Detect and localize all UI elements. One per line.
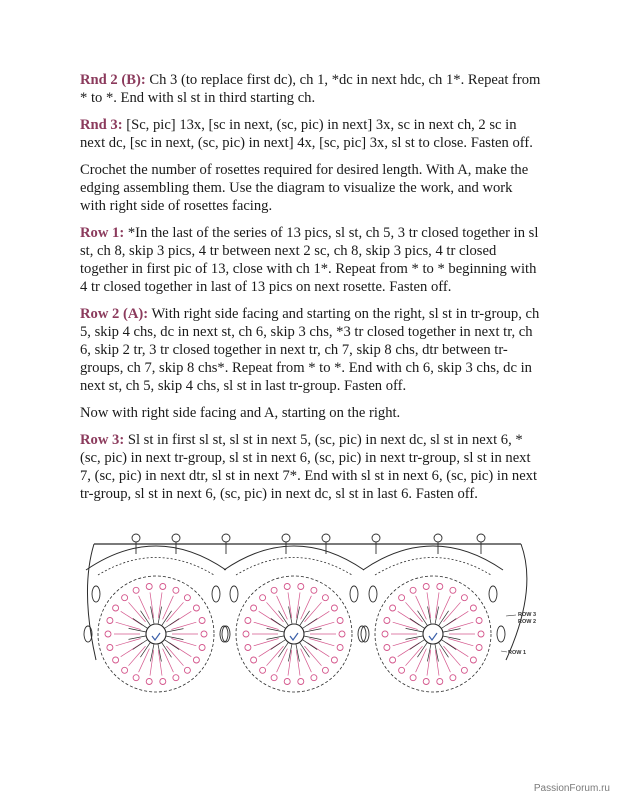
rosette-picot <box>423 679 429 685</box>
rosette-picot <box>173 675 179 681</box>
rosette-picot <box>260 667 266 673</box>
text-rnd3: [Sc, pic] 13x, [sc in next, (sc, pic) in next] 3x, sc in next ch, 2 sc in next dc, [sc in next, (sc, pic) in next] 4x, [sc, pic] 3x, sl st to close. Fasten off. <box>80 117 533 151</box>
rosette-picot <box>193 605 199 611</box>
rosette-picot <box>331 657 337 663</box>
rosette-inner-stitch <box>166 636 184 640</box>
rosette-picot <box>107 645 113 651</box>
cluster <box>369 586 377 602</box>
rosette-center-mark <box>429 633 437 640</box>
rosette-picot <box>331 605 337 611</box>
rosette-picot <box>399 667 405 673</box>
rosette-picot <box>311 587 317 593</box>
cluster <box>220 626 228 642</box>
rosette-picot <box>133 675 139 681</box>
rosette-picot <box>133 587 139 593</box>
cluster <box>222 626 230 642</box>
cluster <box>489 586 497 602</box>
rosette-inner-stitch <box>133 618 148 628</box>
edging-rows <box>86 534 527 660</box>
cluster <box>497 626 505 642</box>
rosette-inner-stitch <box>133 640 148 650</box>
rosette-picot <box>173 587 179 593</box>
top-picot <box>172 534 180 542</box>
rosette-picot <box>184 667 190 673</box>
rosette-picot <box>113 657 119 663</box>
instructions <box>80 71 542 512</box>
rosette-inner-stitch <box>441 619 456 629</box>
rosette-inner-stitch <box>443 636 461 640</box>
rosette-center-ring <box>423 624 443 644</box>
text-row1: *In the last of the series of 13 pics, sl st, ch 5, 3 tr closed together in sl st, ch 8, skip 3 pics, 4 tr between next 2 sc, ch 8, skip 3 pics, 4 tr closed together in first pic of 13, close with ch 1*. Repeat from * to * beginning with 4 tr closed together in last of 13 pics on next rosette. Fasten off. <box>80 225 539 295</box>
rosette-picot <box>271 675 277 681</box>
row3-pointer <box>506 615 516 616</box>
rosette-spoke <box>309 622 334 629</box>
cluster <box>92 586 100 602</box>
rosette-picot <box>105 631 111 637</box>
rosette-picot <box>160 584 166 590</box>
para-rnd3 <box>80 116 542 152</box>
right-curve <box>506 544 527 660</box>
arch-inner <box>375 558 491 576</box>
rosette-picot <box>160 679 166 685</box>
rosette-inner-stitch <box>166 629 184 633</box>
rosette-picot <box>113 605 119 611</box>
para-rnd2 <box>80 71 542 107</box>
rosette-inner-stitch <box>267 636 285 640</box>
rosette-picot <box>384 618 390 624</box>
rosette-picot <box>384 645 390 651</box>
arch-inner <box>98 558 214 576</box>
arch <box>224 546 364 570</box>
para-intro <box>80 161 542 215</box>
rosette-picot <box>146 679 152 685</box>
rosette-picot <box>122 595 128 601</box>
rosette-spoke <box>254 639 279 646</box>
rosette-picot <box>478 631 484 637</box>
rosette-inner-stitch <box>267 628 285 632</box>
text-row3: Sl st in first sl st, sl st in next 5, (sc, pic) in next dc, sl st in next 6, * (sc, pic) in next tr-group, sl st in next 6, (sc, pic) in next tr-group, sl st in next 7, (sc, pic) in next dtr, sl st in next 7*. End with sl st in next 6, (sc, pic) in next tr-group, sl st in next 6, (sc, pic) in next dc, sl st in last 6. Fasten off. <box>80 432 538 502</box>
rosette-inner-stitch <box>304 629 322 633</box>
rosette-picot <box>199 618 205 624</box>
rosette-picot <box>284 679 290 685</box>
row3-label: ROW 3 <box>518 612 537 618</box>
cluster <box>350 586 358 602</box>
rosette-spoke <box>448 622 473 629</box>
rosette-picot <box>450 587 456 593</box>
rosette-picot <box>470 657 476 663</box>
rosette-picot <box>382 631 388 637</box>
rosette-picot <box>437 584 443 590</box>
rosette-picot <box>122 667 128 673</box>
rosette-picot <box>146 584 152 590</box>
rosette-picot <box>437 679 443 685</box>
rosette-picot <box>470 605 476 611</box>
rosette-picot <box>399 595 405 601</box>
arch <box>86 546 226 570</box>
rosette-picot <box>107 618 113 624</box>
rosette-picot <box>476 618 482 624</box>
rosette-picot <box>284 584 290 590</box>
label-row3: Row 3: <box>80 432 125 448</box>
text-note: Now with right side facing and A, starting on the right. <box>80 405 401 421</box>
text-intro: Crochet the number of rosettes required for desired length. With A, make the edging assembling them. Use the diagram to visualize the work, and work with right side of rosettes facing. <box>80 162 529 214</box>
para-row1 <box>80 224 542 296</box>
arch-inner <box>236 558 352 576</box>
rosette-spoke <box>447 643 469 657</box>
rosette-picot <box>311 675 317 681</box>
para-note <box>80 404 542 422</box>
rosette-picot <box>193 657 199 663</box>
rosette-inner-stitch <box>406 628 424 632</box>
rosette-picot <box>410 675 416 681</box>
cluster <box>212 586 220 602</box>
rosette-picot <box>390 605 396 611</box>
rosette-spoke <box>171 639 196 646</box>
rosette-picot <box>337 618 343 624</box>
rosette-picot <box>184 595 190 601</box>
rosette-spoke <box>171 622 196 629</box>
para-row3 <box>80 431 542 503</box>
rosette-picot <box>251 657 257 663</box>
cluster <box>230 586 238 602</box>
rosette-center-mark <box>152 633 160 640</box>
top-picot <box>434 534 442 542</box>
rosette-picot <box>337 645 343 651</box>
top-picot <box>322 534 330 542</box>
label-row1: Row 1: <box>80 225 125 241</box>
rosette-center-mark <box>290 633 298 640</box>
rosette-inner-stitch <box>443 629 461 633</box>
top-picot <box>282 534 290 542</box>
rosette-picot <box>243 631 249 637</box>
rosette-inner-stitch <box>410 640 425 650</box>
rosette-spoke <box>116 639 141 646</box>
rosette-inner-stitch <box>164 619 179 629</box>
rosette-picot <box>450 675 456 681</box>
rosette-inner-stitch <box>271 618 286 628</box>
rosette-inner-stitch <box>304 636 322 640</box>
rosette-spoke <box>308 643 330 657</box>
rosette-inner-stitch <box>129 636 147 640</box>
rosette-inner-stitch <box>406 636 424 640</box>
top-picot <box>477 534 485 542</box>
arch <box>363 546 503 570</box>
top-picot <box>132 534 140 542</box>
text-row2: With right side facing and starting on the right, sl st in tr-group, ch 5, skip 4 chs, dc in next st, ch 6, skip 3 chs, *3 tr closed together in next tr, ch 6, skip 2 tr, 3 tr closed together in next tr, ch 7, skip 8 chs, dtr between tr-groups, ch 7, skip 8 chs*. Repeat from * to *. End with ch 6, skip 3 chs, dc in next st, ch 5, skip 4 chs, sl st in last tr-group. Fasten off. <box>80 306 540 394</box>
rosette-picot <box>461 595 467 601</box>
rosette-picot <box>298 679 304 685</box>
crochet-diagram <box>76 530 546 700</box>
rosette-picot <box>410 587 416 593</box>
rosette-picot <box>271 587 277 593</box>
rosette-picot <box>322 595 328 601</box>
rosette-inner-stitch <box>302 619 317 629</box>
row2-label: ROW 2 <box>518 619 537 625</box>
rosette-picot <box>423 584 429 590</box>
rosette-inner-stitch <box>410 618 425 628</box>
rosette-inner-stitch <box>441 640 456 650</box>
rosettes <box>84 576 505 692</box>
rosette-picot <box>322 667 328 673</box>
rosette-picot <box>260 595 266 601</box>
rosette-picot <box>199 645 205 651</box>
rosette-picot <box>476 645 482 651</box>
label-row2: Row 2 (A): <box>80 306 149 322</box>
rosette-picot <box>461 667 467 673</box>
rosette-picot <box>339 631 345 637</box>
rosette-spoke <box>393 639 418 646</box>
label-rnd3: Rnd 3: <box>80 117 123 133</box>
rosette-picot <box>245 618 251 624</box>
top-picot <box>222 534 230 542</box>
rosette-center-ring <box>284 624 304 644</box>
rosette-inner-stitch <box>129 628 147 632</box>
rosette-spoke <box>398 611 420 625</box>
rosette-picot <box>390 657 396 663</box>
rosette-spoke <box>170 643 192 657</box>
rosette-spoke <box>121 611 143 625</box>
row1-pointer <box>501 651 507 652</box>
rosette-center-ring <box>146 624 166 644</box>
rosette-spoke <box>259 611 281 625</box>
rosette-spoke <box>116 622 141 629</box>
text-rnd2: Ch 3 (to replace first dc), ch 1, *dc in next hdc, ch 1*. Repeat from * to *. End with sl st in third starting ch. <box>80 72 541 106</box>
para-row2 <box>80 305 542 395</box>
rosette-inner-stitch <box>302 640 317 650</box>
rosette-spoke <box>254 622 279 629</box>
label-rnd2: Rnd 2 (B): <box>80 72 146 88</box>
rosette-picot <box>201 631 207 637</box>
rosette-spoke <box>393 622 418 629</box>
top-picot <box>372 534 380 542</box>
rosette-inner-stitch <box>271 640 286 650</box>
row1-label: ROW 1 <box>508 650 527 656</box>
rosette-spoke <box>448 639 473 646</box>
rosette-picot <box>251 605 257 611</box>
rosette-spoke <box>309 639 334 646</box>
rosette-inner-stitch <box>164 640 179 650</box>
rosette-picot <box>245 645 251 651</box>
watermark: PassionForum.ru <box>533 783 610 794</box>
rosette-picot <box>298 584 304 590</box>
